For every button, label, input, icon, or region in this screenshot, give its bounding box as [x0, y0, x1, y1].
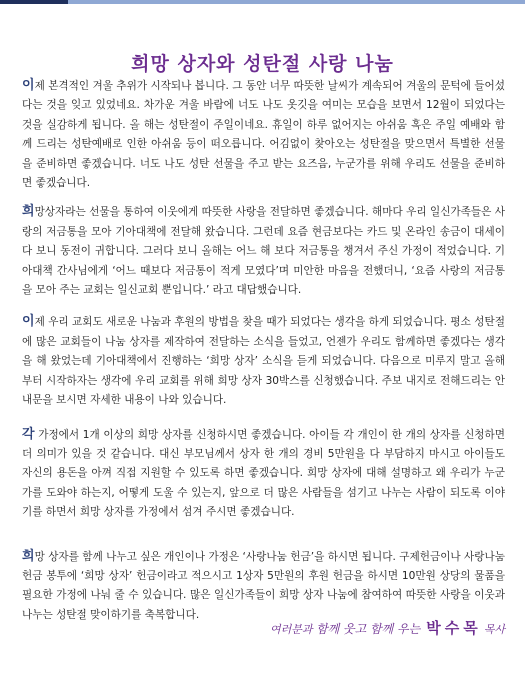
paragraph-text: 망상자라는 선물을 통하여 이웃에게 따뜻한 사랑을 전달하면 좋겠습니다. 해마다 우리 일신가족들은 사랑의 저금통을 모아 기아대책에 전달해 왔습니다. 그런데 요즘 현금보다는 카드 및 온라인 송금이 대세이다 보니 동전이 귀합니다. 그러다 보니 올해는 어느 해 보다 저금통을 챙겨서 주신 가정이 적었습니다. 기아대책 간사님에게 ‘어느 때보다 저금통이 적게 모였다’며 미안한 마음을 전했더니, ‘요즘 사랑의 저금통을 모아 주는 교회는 일신교회 뿐입니다.’ 라고 대답했습니다. [22, 206, 505, 297]
paragraph-lead-char: 각 [22, 426, 35, 442]
paragraph-2 [22, 202, 505, 300]
paragraph-lead-char: 이 [22, 78, 35, 93]
top-accent-bar-dark [0, 0, 68, 4]
page-title: 희망 상자와 성탄절 사랑 나눔 [131, 52, 394, 75]
paragraph-text: 망 상자를 함께 나누고 싶은 개인이나 가정은 ‘사랑나눔 헌금’을 하시면 됩니다. 구제헌금이나 사랑나눔 헌금 봉투에 ‘희망 상자’ 헌금이라고 적으시고 1상자 5만원의 후원 헌금을 하시면 10만원 상당의 물품을 필요한 가정에 나눠 줄 수 있습니다. 많은 일신가족들이 희망 상자 나눔에 참여하여 따뜻한 사랑을 이웃과 나누는 성탄절 맞이하기를 축복합니다. [22, 550, 505, 621]
paragraph-lead-char: 희 [22, 204, 35, 220]
signature-title: 목사 [483, 623, 505, 636]
paragraph-1 [22, 76, 505, 193]
paragraph-text: 제 우리 교회도 새로운 나눔과 후원의 방법을 찾을 때가 되었다는 생각을 하게 되었습니다. 평소 성탄절에 많은 교회들이 나눔 상자를 제작하여 전달하는 소식을 들었고, 언젠가 우리도 함께하면 좋겠다는 생각을 해 왔었는데 기아대책에서 진행하는 ‘희망 상자’ 소식을 듣게 되었습니다. 다음으로 미루지 말고 올해부터 시작하자는 생각에 우리 교회를 위해 희망 상자 30박스를 신청했습니다. 주보 내지로 전해드리는 안내문을 보시면 자세한 내용이 나와 있습니다. [22, 316, 505, 407]
paragraph-lead-char: 이 [22, 314, 35, 330]
signature-phrase: 함께 웃고 함께 우는 [316, 622, 421, 636]
signature-name: 박수목 [426, 619, 482, 637]
paragraph-text: 제 본격적인 겨울 추위가 시작되나 봅니다. 그 동안 너무 따뜻한 날씨가 계속되어 겨울의 문턱에 들어섰다는 것을 잊고 있었네요. 차가운 겨울 바람에 너도 나도 옷깃을 여미는 모습을 보면서 12월이 되었다는 것을 실감하게 됩니다. 올 해는 성탄절이 주일이네요. 휴일이 하루 없어지는 아쉬움 혹은 주일 예배와 함께 드리는 성탄예배로 인한 아쉬움 등이 떠오릅니다. 어김없이 찾아오는 성탄절을 맞으면서 특별한 선물을 준비하면 좋겠습니다. 너도 나도 성탄 선물을 주고 받는 요즈음, 누군가를 위해 우리도 선물을 준비하면 좋겠습니다. [22, 80, 505, 190]
paragraph-4 [22, 425, 505, 523]
article-body [22, 76, 505, 625]
paragraph-text: 가정에서 1개 이상의 희망 상자를 신청하시면 좋겠습니다. 아이들 각 개인이 한 개의 상자를 신청하면 더 의미가 있을 것 같습니다. 대신 부모님께서 상자 한 개의 경비 5만원을 다 부담하지 마시고 아이들도 자신의 용돈을 아껴 직접 지원할 수 있도록 하면 좋겠습니다. 희망 상자에 대해 설명하고 왜 우리가 누군가를 도와야 하는지, 어떻게 도울 수 있는지, 앞으로 더 많은 사람들을 섬기고 나누는 사람이 되도록 이야기를 하면서 희망 상자를 가정에서 섬겨 주시면 좋겠습니다. [22, 428, 505, 519]
paragraph-lead-char: 희 [22, 548, 35, 564]
paragraph-5 [22, 547, 505, 626]
paragraph-3 [22, 312, 505, 410]
signature-prefix: 여러분과 [270, 623, 317, 636]
top-accent-bar [0, 0, 525, 4]
signature [270, 617, 505, 638]
